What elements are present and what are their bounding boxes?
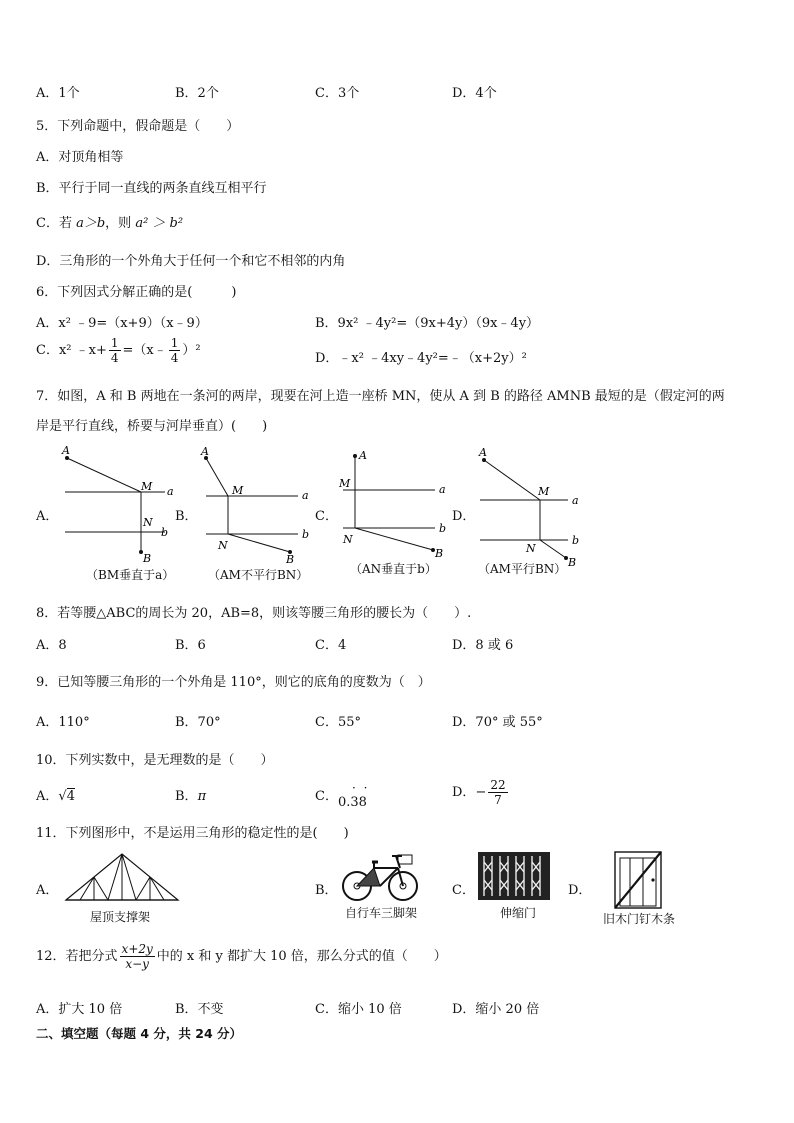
q8-option-b: B．6 [175, 638, 206, 653]
q6-c-frac1-den: 4 [110, 351, 119, 365]
q10-c-value: 0.38 [337, 795, 367, 810]
q6-option-b: B．9x² ﹣4y²=（9x+4y）（9x﹣4y） [315, 316, 540, 331]
point-label-a: A [62, 444, 70, 457]
q7-stem-line2: 岸是平行直线，桥要与河岸垂直）( ) [36, 419, 268, 434]
line-label-b: b [572, 534, 580, 547]
point-label-n: N [218, 539, 228, 552]
q10-d-num: 22 [490, 778, 506, 792]
point-label-m: M [538, 485, 550, 498]
line-label-b: b [439, 522, 447, 535]
line-label-a: a [439, 483, 446, 496]
q6-c-frac1-num: 1 [110, 336, 119, 350]
q7-stem-line1: 7．如图，A 和 B 两地在一条河的两岸，现要在河上造一座桥 MN，使从 A 到 B 的路径 AMNB 最短的是（假定河的两 [36, 389, 725, 404]
expansion-gate-icon [478, 852, 550, 900]
q6-c-prefix: C．x² ﹣x+ [36, 343, 107, 358]
q5-option-a: A．对顶角相等 [36, 150, 124, 165]
q5-c-then: ，则 [105, 216, 132, 231]
q12-denominator: x−y [125, 957, 149, 971]
section-title: 二、填空题（每题 4 分，共 24 分） [36, 1026, 243, 1041]
point-label-n: N [143, 516, 153, 529]
q6-c-fraction-2 [169, 336, 181, 365]
q5-stem: 5．下列命题中，假命题是（ ） [36, 119, 240, 134]
q11-caption-b: 自行车三脚架 [345, 906, 418, 920]
q8-stem: 8．若等腰△ABC的周长为 20，AB=8，则该等腰三角形的腰长为（ ）. [36, 606, 472, 621]
q10-c-repeating-dots: · · [351, 781, 370, 795]
q4-option-a: A．1个 [36, 86, 80, 101]
q6-c-middle: =（x﹣ [122, 343, 167, 358]
q11-option-d: D． [568, 883, 592, 898]
q5-option-d: D．三角形的一个外角大于任何一个和它不相邻的内角 [36, 254, 346, 269]
point-label-b: B [286, 553, 295, 566]
q11-option-c: C． [452, 883, 475, 898]
q6-option-c [36, 336, 201, 365]
line-label-b: b [302, 528, 310, 541]
q7-option-a: A． [36, 509, 59, 524]
q12-option-a: A．扩大 10 倍 [36, 1002, 123, 1017]
q5-option-c [36, 212, 183, 231]
q8-option-a: A．8 [36, 638, 67, 653]
q7-caption-d: （AM平行BN） [478, 562, 567, 576]
q10-a-radicand: 4 [66, 789, 75, 804]
q12-option-d: D．缩小 20 倍 [452, 1002, 540, 1017]
q7-diagram-d [472, 442, 597, 567]
line-label-a: a [167, 485, 174, 498]
q6-c-fraction-1 [109, 336, 121, 365]
point-label-b: B [568, 556, 577, 567]
q12-stem-suffix: 中的 x 和 y 都扩大 10 倍，那么分式的值（ ） [156, 949, 447, 964]
point-label-b: B [435, 547, 444, 560]
q4-option-b: B．2个 [175, 86, 219, 101]
line-label-a: a [572, 494, 579, 507]
q9-option-a: A．110° [36, 715, 90, 730]
q6-stem: 6．下列因式分解正确的是( ) [36, 285, 237, 300]
q11-option-b: B． [315, 883, 338, 898]
q10-d-den: 7 [494, 793, 502, 807]
point-label-m: M [339, 477, 351, 490]
point-label-a: A [201, 445, 209, 458]
point-label-a: A [359, 449, 367, 462]
q10-c-label: C． [315, 789, 338, 804]
q11-caption-d: 旧木门钉木条 [603, 912, 676, 926]
q10-d-fraction [488, 778, 507, 807]
q9-option-d: D．70° 或 55° [452, 715, 543, 730]
q7-caption-a: （BM垂直于a） [86, 568, 175, 582]
q11-caption-c: 伸缩门 [500, 906, 537, 920]
q10-b-value: π [197, 789, 207, 804]
line-label-a: a [302, 489, 309, 502]
q10-stem: 10．下列实数中，是无理数的是（ ） [36, 753, 274, 768]
q5-option-b: B．平行于同一直线的两条直线互相平行 [36, 181, 267, 196]
q6-c-frac2-num: 1 [170, 336, 179, 350]
q10-option-b [175, 785, 206, 804]
point-label-a: A [479, 446, 487, 459]
q7-option-d: D． [452, 509, 476, 524]
q8-option-d: D．8 或 6 [452, 638, 514, 653]
q7-caption-b: （AM不平行BN） [208, 568, 309, 582]
q12-stem [36, 942, 447, 971]
q5-c-condition: a＞b [76, 216, 106, 231]
point-label-n: N [343, 533, 353, 546]
q10-option-d [452, 778, 510, 807]
q11-option-a: A． [36, 883, 59, 898]
bicycle-icon [340, 850, 420, 902]
q8-option-c: C．4 [315, 638, 347, 653]
q5-c-expression: a² ＞ b² [135, 216, 184, 231]
q6-c-suffix: ）² [182, 343, 201, 358]
q6-option-a: A．x² ﹣9=（x+9）（x﹣9） [36, 316, 208, 331]
q12-stem-prefix: 12．若把分式 [36, 949, 118, 964]
q9-stem: 9．已知等腰三角形的一个外角是 110°，则它的底角的度数为（ ） [36, 675, 431, 690]
q7-diagram-c [335, 442, 460, 567]
q7-caption-c: （AN垂直于b） [350, 562, 437, 576]
q6-c-frac2-den: 4 [170, 351, 179, 365]
q4-option-d: D．4个 [452, 86, 497, 101]
q6-option-d: D．﹣x² ﹣4xy﹣4y²=﹣（x+2y）² [315, 351, 527, 366]
q12-fraction [120, 942, 155, 971]
q7-diagram-a [55, 442, 180, 567]
q7-diagram-b [198, 442, 323, 567]
q9-option-b: B．70° [175, 715, 221, 730]
q10-d-sign: − [475, 785, 487, 800]
q10-d-label: D． [452, 785, 476, 800]
point-label-n: N [526, 542, 536, 555]
q4-option-c: C．3个 [315, 86, 360, 101]
q12-numerator: x+2y [121, 942, 153, 956]
q7-option-c: C． [315, 509, 338, 524]
q10-option-a [36, 785, 75, 804]
q10-option-c [315, 781, 370, 810]
q12-option-b: B．不变 [175, 1002, 224, 1017]
q5-c-prefix: C．若 [36, 216, 72, 231]
roof-truss-icon [62, 848, 184, 908]
q11-caption-a: 屋顶支撑架 [90, 910, 151, 924]
q7-option-b: B． [175, 509, 198, 524]
q10-b-label: B． [175, 789, 198, 804]
q12-option-c: C．缩小 10 倍 [315, 1002, 402, 1017]
wooden-door-icon [613, 850, 663, 910]
point-label-b: B [143, 552, 152, 565]
q10-a-label: A． [36, 789, 59, 804]
q11-stem: 11．下列图形中，不是运用三角形的稳定性的是( ) [36, 826, 349, 841]
point-label-m: M [232, 484, 244, 497]
q9-option-c: C．55° [315, 715, 361, 730]
sqrt-icon: √ [58, 789, 67, 804]
point-label-m: M [141, 480, 153, 493]
line-label-b: b [161, 526, 169, 539]
